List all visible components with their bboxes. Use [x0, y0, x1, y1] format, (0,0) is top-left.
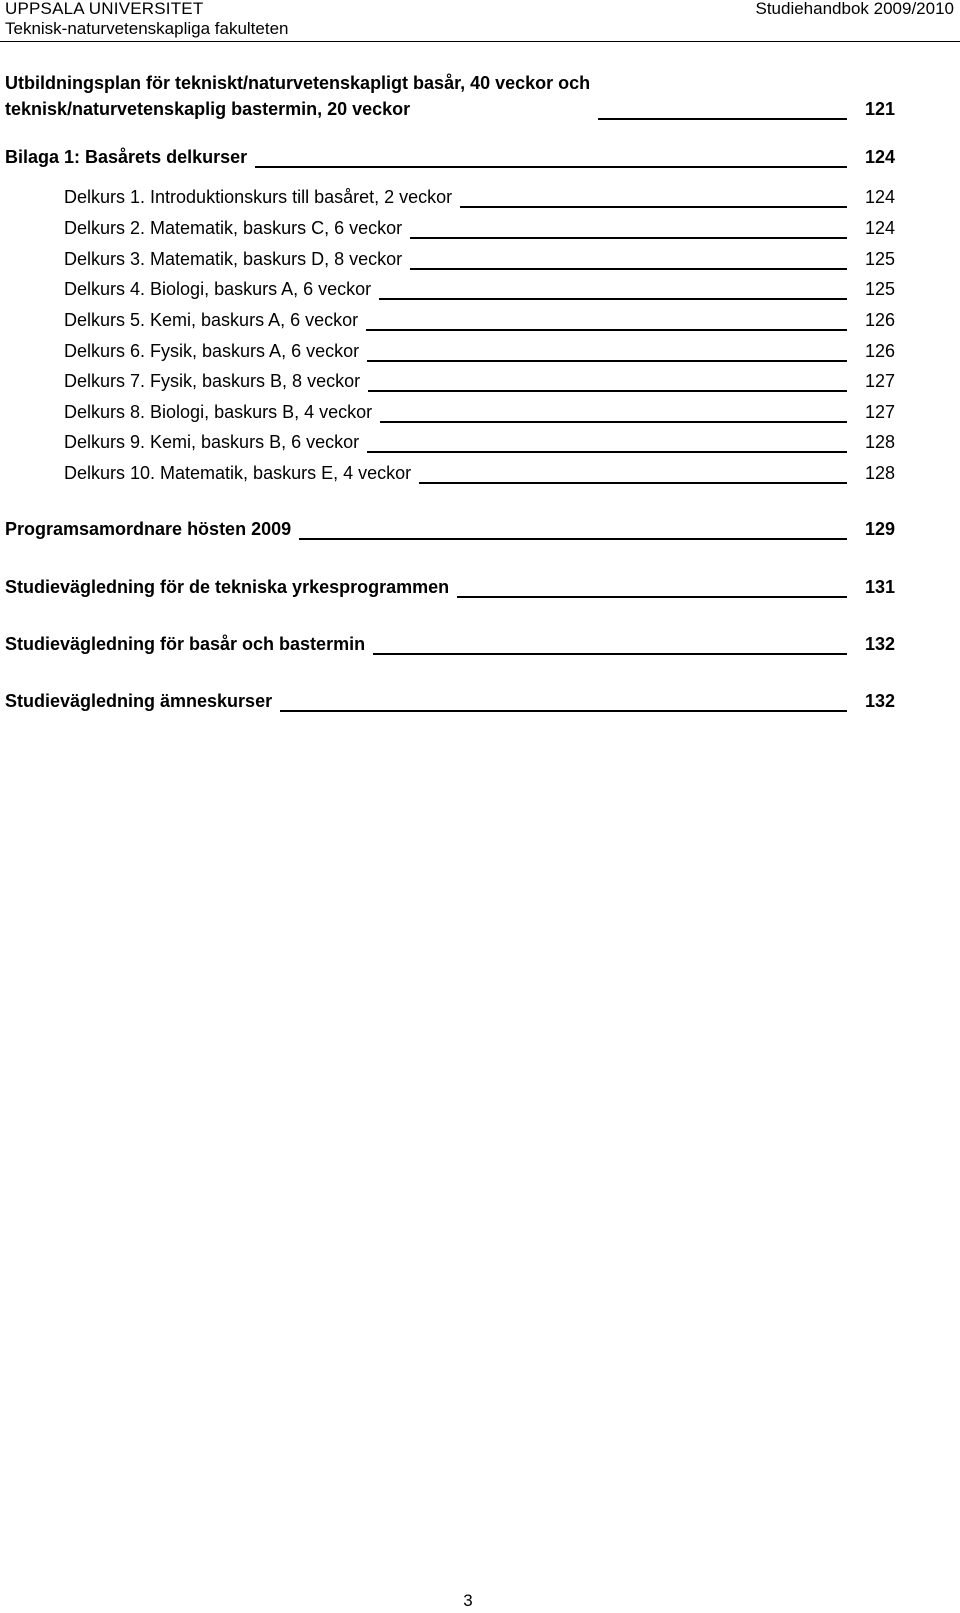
toc-entry-title: Programsamordnare hösten 2009: [5, 519, 292, 539]
toc-leader-line: [460, 206, 847, 208]
toc-entry-page: 132: [864, 691, 895, 711]
toc-entry[interactable]: [5, 574, 895, 600]
toc-entry[interactable]: [64, 429, 895, 455]
toc-entry-page: 126: [864, 341, 895, 361]
header-divider: [0, 41, 960, 42]
toc-entry-title: Delkurs 8. Biologi, baskurs B, 4 veckor: [64, 402, 373, 422]
toc-leader-line: [457, 596, 847, 598]
toc-leader-line: [280, 710, 847, 712]
toc-entry-title: Delkurs 1. Introduktionskurs till basåret, 2 veckor: [64, 187, 453, 207]
toc-leader-line: [379, 298, 847, 300]
toc-leader-line: [410, 237, 847, 239]
toc-leader-line: [367, 451, 847, 453]
toc-entry-title: Studievägledning för basår och bastermin: [5, 634, 366, 654]
toc-entry[interactable]: [64, 215, 895, 241]
toc-entry-page: 127: [864, 402, 895, 422]
toc-entry[interactable]: [64, 399, 895, 425]
toc-entry-title: Delkurs 9. Kemi, baskurs B, 6 veckor: [64, 432, 360, 452]
toc-entry[interactable]: [64, 307, 895, 333]
toc-entry-page: 124: [864, 218, 895, 238]
toc-leader-line: [367, 360, 847, 362]
toc-entry[interactable]: [5, 688, 895, 714]
toc-leader-line: [410, 268, 847, 270]
toc-entry-title: Utbildningsplan för tekniskt/naturvetenskapligt basår, 40 veckor och teknisk/naturvetenskaplig bastermin, 20 veckor: [5, 73, 591, 119]
toc-entry[interactable]: [5, 144, 895, 170]
toc-entry[interactable]: [64, 338, 895, 364]
toc-leader-line: [419, 482, 847, 484]
toc-entry[interactable]: [64, 184, 895, 210]
toc-entry[interactable]: [5, 631, 895, 657]
page-header: [0, 0, 960, 43]
toc-entry-title: Studievägledning för de tekniska yrkesprogrammen: [5, 577, 450, 597]
toc-entry-title: Delkurs 6. Fysik, baskurs A, 6 veckor: [64, 341, 360, 361]
toc-entry-page: 131: [864, 577, 895, 597]
toc-leader-line: [598, 118, 847, 120]
toc-entry-title: Delkurs 7. Fysik, baskurs B, 8 veckor: [64, 371, 361, 391]
university-name: UPPSALA UNIVERSITET: [5, 0, 204, 18]
toc-entry[interactable]: [5, 70, 895, 122]
toc-entry-page: 125: [864, 249, 895, 269]
toc-leader-line: [299, 538, 847, 540]
toc-leader-line: [368, 390, 847, 392]
toc-entry[interactable]: [64, 460, 895, 486]
toc-entry-page: 132: [864, 634, 895, 654]
toc-entry-page: 121: [864, 99, 895, 119]
toc-entry[interactable]: [5, 516, 895, 542]
toc-leader-line: [380, 421, 847, 423]
toc-entry-page: 128: [864, 432, 895, 452]
toc-entry-page: 127: [864, 371, 895, 391]
toc-entry-title: Studievägledning ämneskurser: [5, 691, 273, 711]
toc-entry-page: 125: [864, 279, 895, 299]
toc-entry-page: 126: [864, 310, 895, 330]
page-number: 3: [463, 1591, 473, 1610]
faculty-name: Teknisk-naturvetenskapliga fakulteten: [5, 19, 289, 38]
toc-leader-line: [255, 166, 847, 168]
toc-entry-title: Delkurs 4. Biologi, baskurs A, 6 veckor: [64, 279, 372, 299]
toc-entry-title: Delkurs 2. Matematik, baskurs C, 6 veckor: [64, 218, 403, 238]
toc-entry-page: 124: [864, 147, 895, 167]
toc-entry-title: Delkurs 5. Kemi, baskurs A, 6 veckor: [64, 310, 359, 330]
toc-entry-page: 128: [864, 463, 895, 483]
toc-entry-page: 129: [864, 519, 895, 539]
toc-entry[interactable]: [64, 276, 895, 302]
toc-leader-line: [373, 653, 847, 655]
toc-leader-line: [366, 329, 847, 331]
toc-entry[interactable]: [64, 246, 895, 272]
toc-entry[interactable]: [64, 368, 895, 394]
handbook-title: Studiehandbok 2009/2010: [755, 0, 954, 18]
toc-entry-title: Bilaga 1: Basårets delkurser: [5, 147, 248, 167]
toc-entry-title: Delkurs 3. Matematik, baskurs D, 8 veckor: [64, 249, 403, 269]
toc-entry-page: 124: [864, 187, 895, 207]
toc-entry-title: Delkurs 10. Matematik, baskurs E, 4 veckor: [64, 463, 412, 483]
